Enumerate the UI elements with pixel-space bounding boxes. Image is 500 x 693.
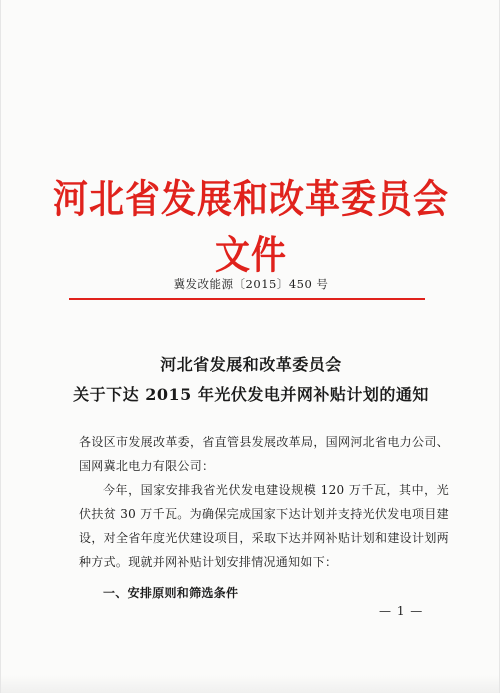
document-number: 冀发改能源〔2015〕450 号 <box>173 277 329 291</box>
body-paragraph: 今年，国家安排我省光伏发电建设规模 120 万千瓦，其中，光伏扶贫 30 万千瓦。为确保完成国家下达计划并支持光伏发电项目建设，对全省年度光伏建设项目，采取下达并网补贴计划和建设计划两种方式。现就并网补贴计划安排情况通知如下： <box>79 483 449 569</box>
red-divider-line <box>69 298 425 300</box>
document-body <box>79 430 449 574</box>
scan-bottom-edge <box>1 675 499 693</box>
page-number: — 1 — <box>379 604 424 618</box>
recipients-paragraph: 各设区市发展改革委，省直管县发展改革局，国网河北省电力公司、国网冀北电力有限公司： <box>79 435 449 473</box>
notice-title-line-2: 关于下达 2015 年光伏发电并网补贴计划的通知 <box>73 385 429 404</box>
section-heading: 一、安排原则和筛选条件 <box>103 586 239 600</box>
notice-title-line-1: 河北省发展和改革委员会 <box>160 355 342 374</box>
document-masthead: 河北省发展和改革委员会文件 <box>52 177 449 279</box>
